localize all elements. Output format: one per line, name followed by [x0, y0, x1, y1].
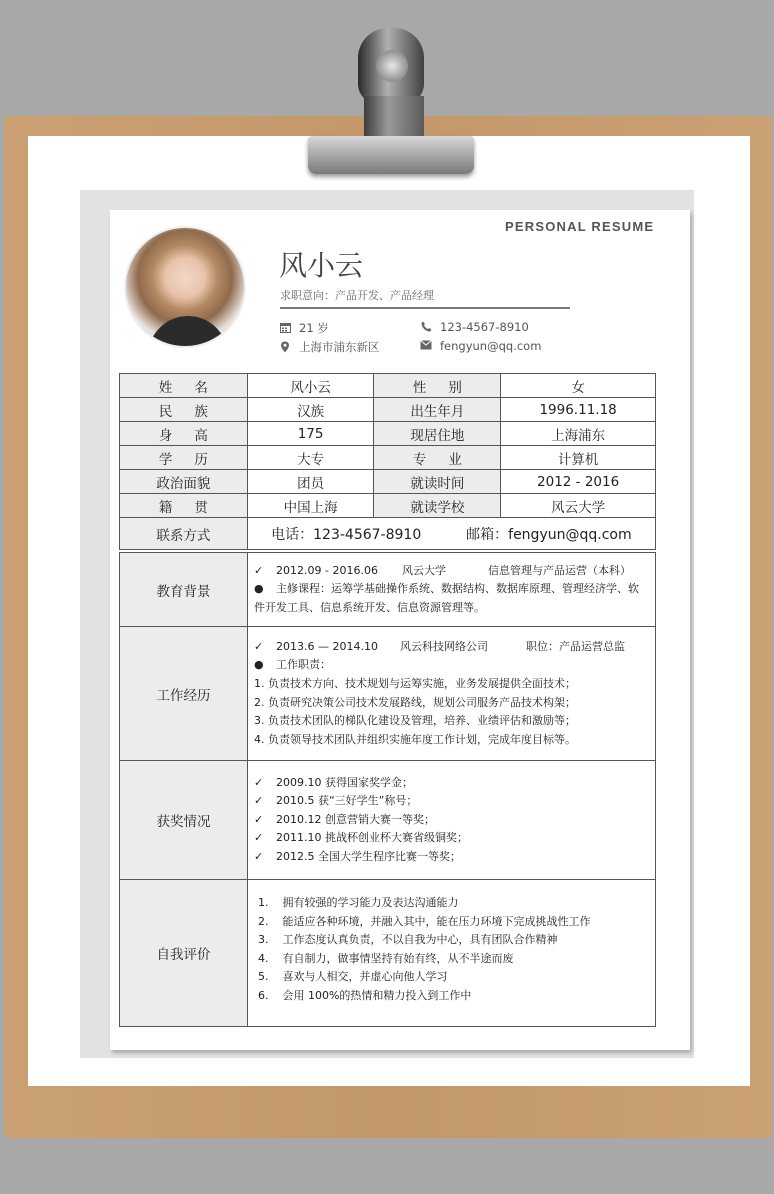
calendar-icon [279, 322, 291, 334]
check-icon: ✓ [254, 812, 264, 826]
check-icon: ✓ [254, 775, 264, 789]
work-company: 风云科技网络公司 [400, 639, 488, 653]
duties-title-text: 工作职责： [276, 658, 331, 672]
cell-label: 联系方式 [120, 518, 248, 550]
avatar [124, 226, 246, 348]
header-divider [280, 307, 570, 309]
contact-row [120, 518, 656, 550]
edu-school: 风云大学 [402, 563, 446, 577]
table-row [120, 398, 656, 422]
details-table [119, 552, 656, 1027]
education-row [120, 553, 656, 627]
section-label: 获奖情况 [120, 761, 248, 880]
award-text: 2011.10 挑战杯创业杯大赛省级铜奖； [276, 831, 468, 845]
edu-period: 2012.09 - 2016.06 [276, 563, 378, 577]
cell-value: 风云大学 [501, 494, 656, 518]
edu-courses [254, 580, 649, 617]
cell-label: 就读时间 [374, 470, 501, 494]
list-item: 2. 能适应各种环境，并融入其中，能在压力环境下完成挑战性工作 [258, 914, 591, 928]
cell-value: 1996.11.18 [501, 398, 656, 422]
phone-text: 123-4567-8910 [440, 320, 529, 334]
location-info [279, 339, 380, 355]
cell-label: 姓名 [120, 374, 248, 398]
basic-info-table [119, 373, 656, 550]
cell-value: 2012 - 2016 [501, 470, 656, 494]
list-item: 3. 工作态度认真负责，不以自我为中心，具有团队合作精神 [258, 933, 558, 947]
check-icon: ✓ [254, 831, 264, 845]
cell-value: 女 [501, 374, 656, 398]
check-icon: ✓ [254, 563, 264, 577]
work-period: 2013.6 — 2014.10 [276, 639, 378, 653]
table-row [120, 446, 656, 470]
bullet-icon: ● [254, 582, 264, 596]
cell-label: 性别 [374, 374, 501, 398]
awards-content [248, 761, 656, 880]
contact-phone: 电话：123-4567-8910 [271, 526, 422, 543]
self-eval-content [248, 880, 656, 1027]
list-item: 3. 负责技术团队的梯队化建设及管理，培养、业绩评估和激励等； [254, 714, 576, 728]
section-label: 工作经历 [120, 627, 248, 761]
bullet-icon: ● [254, 658, 264, 672]
phone-info [420, 320, 529, 334]
table-row [120, 374, 656, 398]
cell-value: 计算机 [501, 446, 656, 470]
list-item [254, 792, 649, 811]
table-row [120, 470, 656, 494]
section-label: 自我评价 [120, 880, 248, 1027]
table-row [120, 422, 656, 446]
list-item [254, 774, 649, 793]
avatar-shirt [148, 316, 228, 348]
list-item: 5. 喜欢与人相交，并虚心向他人学习 [258, 970, 448, 984]
check-icon: ✓ [254, 639, 264, 653]
cell-value: 上海浦东 [501, 422, 656, 446]
cell-value: 中国上海 [247, 494, 374, 518]
work-duties-title [254, 656, 649, 675]
email-info [420, 339, 541, 353]
cell-value: 大专 [247, 446, 374, 470]
cell-label: 现居住地 [374, 422, 501, 446]
clip-hole [376, 50, 408, 82]
person-name: 风小云 [279, 249, 364, 282]
list-item [254, 848, 649, 867]
check-icon: ✓ [254, 794, 264, 808]
list-item: 2. 负责研究决策公司技术发展路线，规划公司服务产品技术构架； [254, 695, 576, 709]
check-icon: ✓ [254, 849, 264, 863]
contact-values [247, 518, 655, 550]
section-label: 教育背景 [120, 553, 248, 627]
work-line [254, 638, 649, 657]
edu-courses-text: 主修课程：运筹学基础操作系统、数据结构、数据库原理、管理经济学、软件开发工具、信息系统开发、信息资源管理等。 [254, 582, 639, 614]
list-item [254, 811, 649, 830]
phone-icon [420, 321, 432, 333]
cell-value: 团员 [247, 470, 374, 494]
list-item: 1. 负责技术方向、技术规划与运筹实施，业务发展提供全面技术； [254, 676, 576, 690]
cell-label: 出生年月 [374, 398, 501, 422]
cell-label: 身高 [120, 422, 248, 446]
list-item [254, 829, 649, 848]
self-eval-row [120, 880, 656, 1027]
education-line [254, 562, 649, 581]
edu-major: 信息管理与产品运营（本科） [488, 563, 631, 577]
table-row [120, 494, 656, 518]
contact-email: 邮箱：fengyun@qq.com [466, 526, 632, 543]
work-content [248, 627, 656, 761]
job-intent: 求职意向：产品开发、产品经理 [280, 289, 434, 302]
cell-label: 学历 [120, 446, 248, 470]
list-item: 6. 会用 100%的热情和精力投入到工作中 [258, 988, 472, 1002]
cell-label: 籍贯 [120, 494, 248, 518]
awards-row [120, 761, 656, 880]
age-info [279, 320, 329, 336]
list-item: 1. 拥有较强的学习能力及表达沟通能力 [258, 896, 459, 909]
cell-label: 专业 [374, 446, 501, 470]
cell-value: 175 [247, 422, 374, 446]
cell-label: 民族 [120, 398, 248, 422]
cell-value: 风小云 [247, 374, 374, 398]
age-text: 21 岁 [299, 321, 329, 335]
cell-label: 政治面貌 [120, 470, 248, 494]
cell-value: 汉族 [247, 398, 374, 422]
location-text: 上海市浦东新区 [299, 340, 380, 354]
email-text: fengyun@qq.com [440, 339, 542, 353]
list-item: 4. 负责领导技术团队并组织实施年度工作计划，完成年度目标等。 [254, 732, 576, 746]
education-content [248, 553, 656, 627]
binder-clip [308, 136, 474, 174]
award-text: 2009.10 获得国家奖学金； [276, 775, 413, 789]
cell-label: 就读学校 [374, 494, 501, 518]
envelope-icon [420, 340, 432, 352]
award-text: 2010.12 创意营销大赛一等奖； [276, 812, 435, 826]
award-text: 2012.5 全国大学生程序比赛一等奖； [276, 849, 461, 863]
award-text: 2010.5 获“三好学生”称号； [276, 794, 418, 808]
work-position: 职位：产品运营总监 [526, 639, 625, 653]
list-item: 4. 有自制力，做事情坚持有始有终，从不半途而废 [258, 951, 514, 965]
location-pin-icon [279, 341, 291, 353]
work-row [120, 627, 656, 761]
header-tag: PERSONAL RESUME [505, 219, 655, 234]
